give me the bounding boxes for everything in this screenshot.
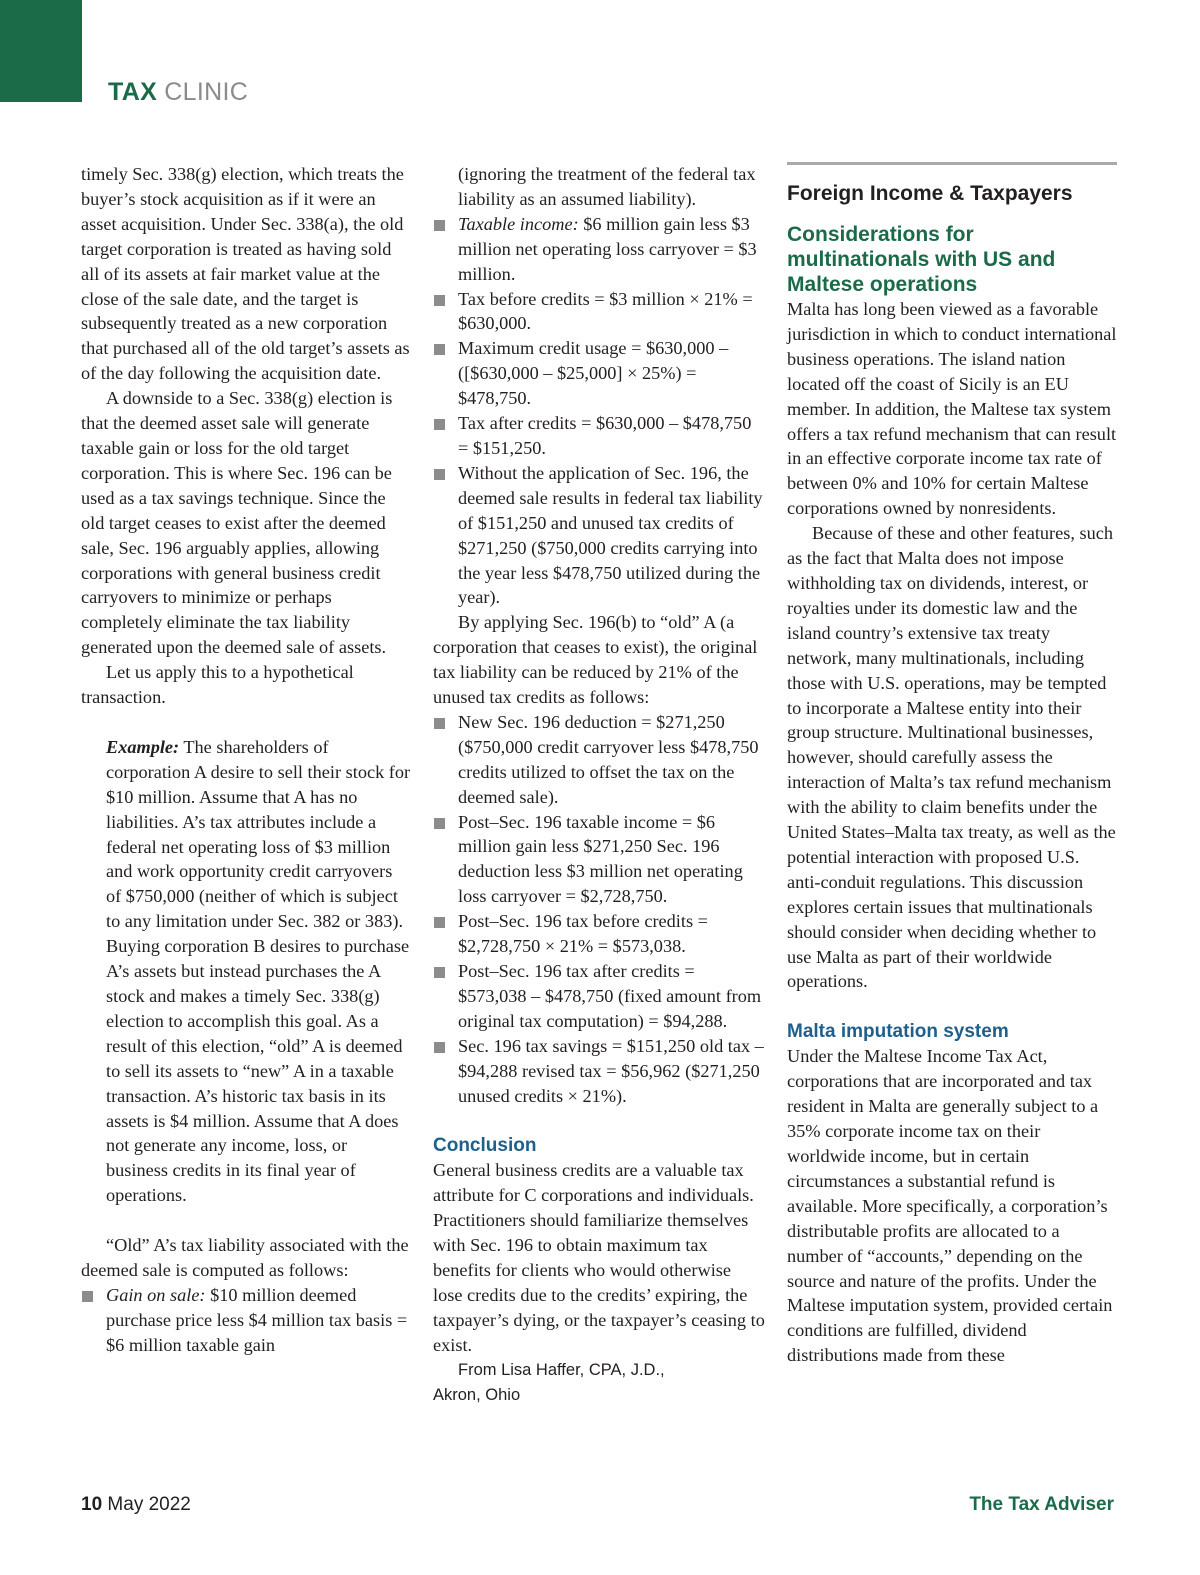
author-byline bbox=[433, 1358, 765, 1408]
page-footer-left bbox=[81, 1494, 191, 1516]
subheading: Malta imputation system bbox=[787, 1021, 1009, 1043]
paragraph: Because of these and other features, such as the fact that Malta does not impose withholding tax on dividends, interest, or royalties under its domestic law and the island country’s extensive tax treaty network, many multinationals, including those with U.S. operations, may be tempted to incorporate a Maltese entity into their group structure. Multinational businesses, however, should carefully assess the interaction of Malta’s tax refund mechanism with the ability to claim benefits under the United States–Malta tax treaty, as well as the potential interaction with proposed U.S. anti-conduit regulations. This discussion explores certain issues that multinationals should consider when deciding whether to use Malta as part of their worldwide operations. bbox=[787, 523, 1116, 992]
paragraph: “Old” A’s tax liability associated with the deemed sale is computed as follows: bbox=[81, 1235, 409, 1281]
column-rule bbox=[787, 162, 1117, 165]
list-item: Post–Sec. 196 tax before credits = $2,728,750 × 21% = $573,038. bbox=[433, 909, 765, 959]
list-item-body: (ignoring the treatment of the federal tax liability as an assumed liability). bbox=[458, 164, 756, 209]
list-item bbox=[81, 1283, 411, 1358]
example-body: The shareholders of corporation A desire to sell their stock for $10 million. Assume that A has no liabilities. A’s tax attributes include a federal net operating loss of $3 million and work opportunity credit carryovers of $750,000 (neither of which is subject to any limitation under Sec. 382 or 383). Buying corporation B desires to purchase A’s assets but instead purchases the A stock and makes a timely Sec. 338(g) election to accomplish this goal. As a result of this election, “old” A is deemed to sell its assets to “new” A in a taxable transaction. A’s historic tax basis in its assets is $4 million. Assume that A does not generate any income, loss, or business credits in its final year of operations. bbox=[106, 736, 411, 1206]
list-item: Post–Sec. 196 tax after credits = $573,038 – $478,750 (fixed amount from original tax computation) = $94,288. bbox=[433, 959, 765, 1034]
calculation-list bbox=[433, 710, 765, 1109]
calculation-list bbox=[81, 1283, 411, 1358]
column-1 bbox=[81, 162, 411, 1358]
list-item: Maximum credit usage = $630,000 – ([$630,000 – $25,000] × 25%) = $478,750. bbox=[433, 336, 765, 411]
byline-line-1: From Lisa Haffer, CPA, J.D., bbox=[458, 1360, 665, 1379]
column-2 bbox=[433, 162, 765, 1408]
section-label bbox=[108, 78, 248, 107]
list-item-lead: Gain on sale: bbox=[106, 1284, 206, 1305]
paragraph: Malta has long been viewed as a favorable jurisdiction in which to conduct international business operations. The island nation located off the coast of Sicily is an EU member. In addition, the Maltese tax system offers a tax refund mechanism that can result in an effective corporate income tax rate of between 0% and 10% for certain Maltese corporations owned by nonresidents. bbox=[787, 299, 1117, 519]
list-item: New Sec. 196 deduction = $271,250 ($750,000 credit carryover less $478,750 credits utilized to offset the tax on the deemed sale). bbox=[433, 710, 765, 810]
paragraph: timely Sec. 338(g) election, which treats the buyer’s stock acquisition as if it were an asset acquisition. Under Sec. 338(a), the old target corporation is treated as having sold all of its assets at fair market value at the close of the sale date, and the target is subsequently treated as a new corporation that purchased all of the old target’s assets as of the day following the acquisition date. bbox=[81, 164, 410, 384]
list-item: Tax after credits = $630,000 – $478,750 = $151,250. bbox=[433, 411, 765, 461]
column-3 bbox=[787, 162, 1117, 1368]
list-item: Post–Sec. 196 taxable income = $6 million gain less $271,250 Sec. 196 deduction less $3 million net operating loss carryover = $2,728,750. bbox=[433, 810, 765, 910]
section-color-block bbox=[0, 0, 82, 102]
example-lead: Example: bbox=[106, 736, 180, 757]
example-block bbox=[106, 735, 411, 1208]
publication-name: The Tax Adviser bbox=[969, 1494, 1114, 1515]
list-item-body: $6 million gain less $3 million net operating loss carryover = $3 million. bbox=[458, 213, 757, 284]
list-item-continuation bbox=[433, 162, 765, 212]
list-item-lead: Taxable income: bbox=[458, 213, 579, 234]
list-item bbox=[433, 212, 765, 287]
paragraph: A downside to a Sec. 338(g) election is that the deemed asset sale will generate taxable gain or loss for the old target corporation. This is where Sec. 196 can be used as a tax savings technique. Since the old target ceases to exist after the deemed sale, Sec. 196 arguably applies, allowing corporations with general business credit carryovers to minimize or perhaps completely eliminate the tax liability generated upon the deemed sale of assets. bbox=[81, 388, 393, 658]
calculation-list bbox=[433, 162, 765, 610]
issue-date: May 2022 bbox=[107, 1494, 191, 1515]
section-label-bold: TAX bbox=[108, 78, 158, 106]
paragraph: Under the Maltese Income Tax Act, corporations that are incorporated and tax resident in Malta are generally subject to a 35% corporate income tax on their worldwide income, but in certain circumstances a substantial refund is available. More specifically, a corporation’s distributable profits are allocated to a number of “accounts,” depending on the source and nature of the profits. Under the Maltese imputation system, provided certain conditions are fulfilled, dividend distributions made from these bbox=[787, 1046, 1113, 1366]
article-headline: Considerations for multinationals with US and Maltese operations bbox=[787, 223, 1056, 296]
paragraph: By applying Sec. 196(b) to “old” A (a corporation that ceases to exist), the original tax liability can be reduced by 21% of the unused tax credits as follows: bbox=[433, 612, 758, 708]
paragraph: Let us apply this to a hypothetical transaction. bbox=[81, 662, 354, 708]
list-item-body: $10 million deemed purchase price less $4 million tax basis = $6 million taxable gain bbox=[106, 1284, 408, 1355]
conclusion-heading: Conclusion bbox=[433, 1135, 537, 1157]
list-item: Tax before credits = $3 million × 21% = $630,000. bbox=[433, 287, 765, 337]
page-number: 10 bbox=[81, 1494, 103, 1515]
department-title: Foreign Income & Taxpayers bbox=[787, 182, 1073, 205]
section-label-light: CLINIC bbox=[164, 78, 249, 106]
paragraph: General business credits are a valuable tax attribute for C corporations and individuals. Practitioners should familiarize themselves with Sec. 196 to obtain maximum tax benefits for clients who would otherwise lose credits due to the credits’ expiring, the taxpayer’s dying, or the taxpayer’s ceasing to exist. bbox=[433, 1160, 765, 1355]
list-item: Sec. 196 tax savings = $151,250 old tax – $94,288 revised tax = $56,962 ($271,250 unused credits × 21%). bbox=[433, 1034, 765, 1109]
byline-line-2: Akron, Ohio bbox=[433, 1385, 521, 1404]
list-item: Without the application of Sec. 196, the deemed sale results in federal tax liability of $151,250 and unused tax credits of $271,250 ($750,000 credits carrying into the year less $478,750 utilized during the year). bbox=[433, 461, 765, 610]
